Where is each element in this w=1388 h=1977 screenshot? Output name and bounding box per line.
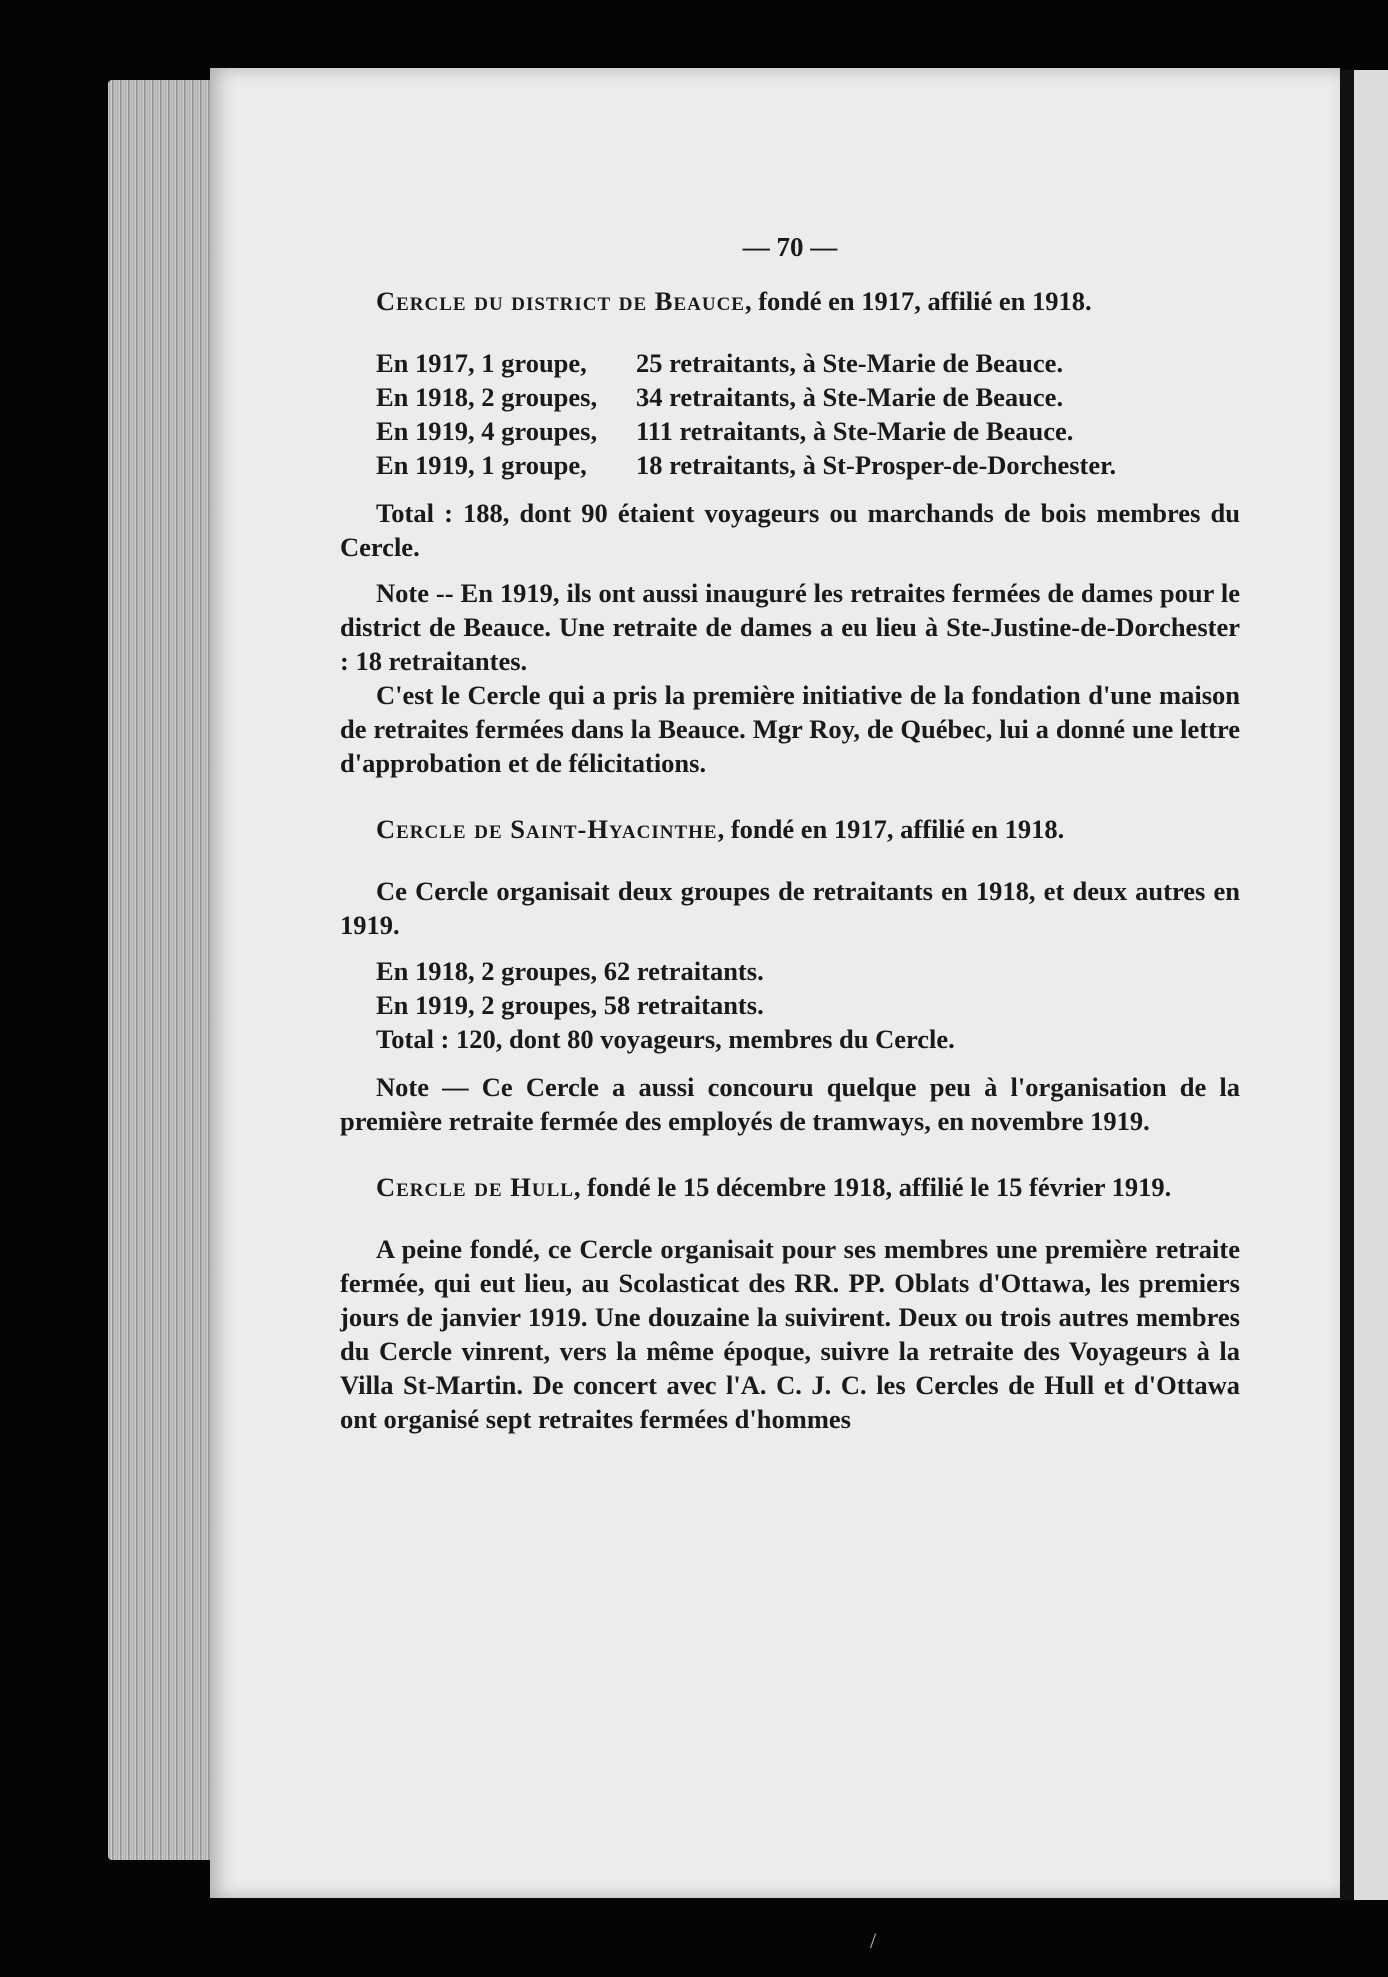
section-heading-saint-hyacinthe [340,812,1240,846]
list-item: En 1919, 2 groupes, 58 retraitants. [376,990,764,1020]
hyacinthe-intro: Ce Cercle organisait deux groupes de retraitants en 1918, et deux autres en 1919. [340,876,1240,940]
scan-mark: / [870,1928,877,1953]
heading-name: Cercle de Hull [376,1172,574,1202]
heading-name: Cercle du district de Beauce [376,286,745,316]
list-item-detail: 111 retraitants, à Ste-Marie de Beauce. [636,416,1074,446]
beauce-note: Note -- En 1919, ils ont aussi inauguré les retraites fermées de dames pour le district de Beauce. Une retraite de dames a eu lieu à Ste-Justine-de-Dorchester : 18 retraitantes. [340,578,1240,676]
heading-details: , fondé le 15 décembre 1918, affilié le 15 février 1919. [573,1172,1172,1202]
heading-details: , fondé en 1917, affilié en 1918. [717,814,1065,844]
list-item [340,346,1240,380]
list-item-detail: 18 retraitants, à St-Prosper-de-Dorchester. [636,450,1117,480]
list-item [340,414,1240,448]
book-gutter [1340,70,1354,1900]
spacer [340,792,1240,812]
heading-details: , fondé en 1917, affilié en 1918. [744,286,1092,316]
list-item-detail: 25 retraitants, à Ste-Marie de Beauce. [636,348,1064,378]
heading-name: Cercle de Saint-Hyacinthe [376,814,718,844]
list-item-detail: 34 retraitants, à Ste-Marie de Beauce. [636,382,1064,412]
hyacinthe-groups-list [340,954,1240,1056]
section-heading-beauce [340,284,1240,318]
list-item [340,380,1240,414]
list-item: Total : 120, dont 80 voyageurs, membres du Cercle. [376,1024,955,1054]
hyacinthe-note: Note — Ce Cercle a aussi concouru quelque peu à l'organisation de la première retraite fermée des employés de tramways, en novembre 1919. [340,1072,1240,1136]
list-item [340,448,1240,482]
hull-paragraph: A peine fondé, ce Cercle organisait pour ses membres une première retraite fermée, qui eut lieu, au Scolasticat des RR. PP. Oblats d'Ottawa, les premiers jours de janvier 1919. Une douzaine la suivirent. Deux ou trois autres membres du Cercle vinrent, vers la même époque, suivre la retraite des Voyageurs à la Villa St-Martin. De concert avec l'A. C. J. C. les Cercles de Hull et d'Ottawa ont organisé sept retraites fermées d'hommes [340,1234,1240,1434]
list-item-year: En 1919, 1 groupe, [376,450,587,480]
list-item-year: En 1918, 2 groupes, [376,382,598,412]
book-page-edges [108,80,216,1860]
section-heading-hull [340,1170,1240,1204]
spacer [340,1150,1240,1170]
list-item-year: En 1919, 4 groupes, [376,416,598,446]
beauce-total: Total : 188, dont 90 étaient voyageurs ou marchands de bois membres du Cercle. [340,498,1240,562]
facing-page-edge [1354,70,1388,1900]
list-item: En 1918, 2 groupes, 62 retraitants. [376,956,764,986]
page-number: — 70 — [742,232,838,262]
beauce-groups-list [340,346,1240,482]
list-item-year: En 1917, 1 groupe, [376,348,587,378]
page-text [340,230,1240,1448]
beauce-paragraph: C'est le Cercle qui a pris la première initiative de la fondation d'une maison de retraites fermées dans la Beauce. Mgr Roy, de Québec, lui a donné une lettre d'approbation et de félicitations. [340,680,1240,778]
